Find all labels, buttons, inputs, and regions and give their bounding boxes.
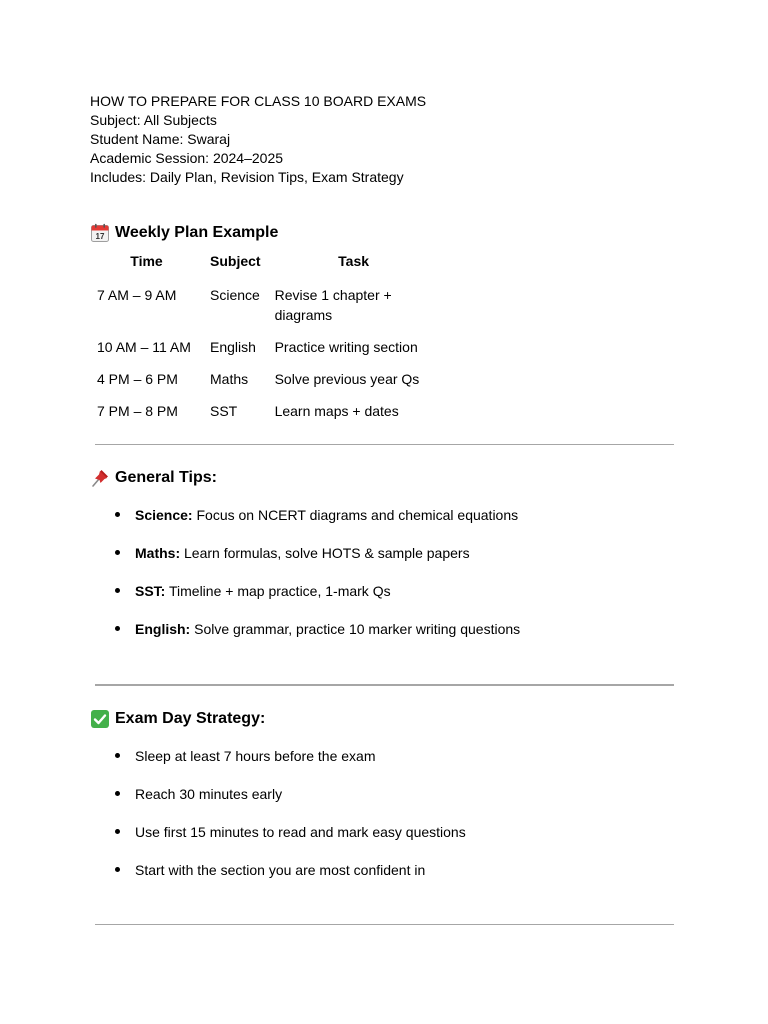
- column-header-task: Task: [338, 253, 370, 269]
- tip-label: Maths:: [135, 545, 181, 561]
- general-tips-heading: [90, 468, 217, 488]
- list-item: [90, 544, 520, 562]
- table-row: [90, 363, 440, 395]
- document-header: [90, 92, 426, 187]
- tip-label: SST:: [135, 583, 166, 599]
- weekly-plan-table: [90, 253, 440, 427]
- section-divider: [95, 444, 674, 445]
- time-cell: 10 AM – 11 AM: [97, 339, 191, 355]
- general-tips-list: [90, 506, 520, 638]
- tip-text: Learn formulas, solve HOTS & sample papers: [180, 545, 470, 561]
- subject-cell: Science: [210, 287, 260, 303]
- list-item: Use first 15 minutes to read and mark easy questions: [90, 823, 466, 841]
- subject-cell: SST: [210, 403, 238, 419]
- time-cell: 7 PM – 8 PM: [97, 403, 178, 419]
- list-item: Start with the section you are most confident in: [90, 861, 466, 879]
- subject-cell: Maths: [210, 371, 249, 387]
- exam-day-heading: [90, 709, 265, 729]
- list-item: [90, 506, 520, 524]
- general-tips-heading-text: General Tips:: [115, 469, 217, 486]
- weekly-plan-heading: [90, 223, 278, 243]
- list-item: [90, 620, 520, 638]
- academic-session-line: Academic Session: 2024–2025: [90, 150, 284, 166]
- subject-line: Subject: All Subjects: [90, 112, 217, 128]
- includes-line: Includes: Daily Plan, Revision Tips, Exam Strategy: [90, 169, 404, 185]
- column-header-time: Time: [130, 253, 163, 269]
- table-header-row: [90, 253, 440, 279]
- pushpin-icon: [90, 468, 110, 488]
- tip-text: Timeline + map practice, 1-mark Qs: [165, 583, 391, 599]
- check-mark-button-icon: [90, 709, 110, 729]
- section-divider: [95, 684, 674, 686]
- weekly-plan-heading-text: Weekly Plan Example: [115, 224, 279, 241]
- time-cell: 7 AM – 9 AM: [97, 287, 177, 303]
- task-cell: Learn maps + dates: [274, 403, 399, 419]
- table-row: [90, 279, 440, 331]
- document-title: HOW TO PREPARE FOR CLASS 10 BOARD EXAMS: [90, 93, 427, 109]
- student-name-line: Student Name: Swaraj: [90, 131, 231, 147]
- column-header-subject: Subject: [210, 253, 261, 269]
- list-item: Sleep at least 7 hours before the exam: [90, 747, 466, 765]
- task-cell: Solve previous year Qs: [274, 371, 420, 387]
- calendar-icon: [90, 223, 110, 243]
- section-divider: [95, 924, 674, 925]
- tip-text: Solve grammar, practice 10 marker writing questions: [190, 621, 521, 637]
- list-item: [90, 582, 520, 600]
- subject-cell: English: [210, 339, 256, 355]
- tip-label: English:: [135, 621, 191, 637]
- list-item: Reach 30 minutes early: [90, 785, 466, 803]
- svg-text:17: 17: [95, 232, 105, 241]
- time-cell: 4 PM – 6 PM: [97, 371, 178, 387]
- task-cell: Practice writing section: [274, 339, 418, 355]
- tip-text: Focus on NCERT diagrams and chemical equations: [192, 507, 519, 523]
- table-row: [90, 331, 440, 363]
- exam-day-list: [90, 747, 466, 879]
- exam-day-heading-text: Exam Day Strategy:: [115, 710, 266, 727]
- task-cell: Revise 1 chapter + diagrams: [274, 287, 392, 323]
- table-row: [90, 395, 440, 427]
- tip-label: Science:: [135, 507, 193, 523]
